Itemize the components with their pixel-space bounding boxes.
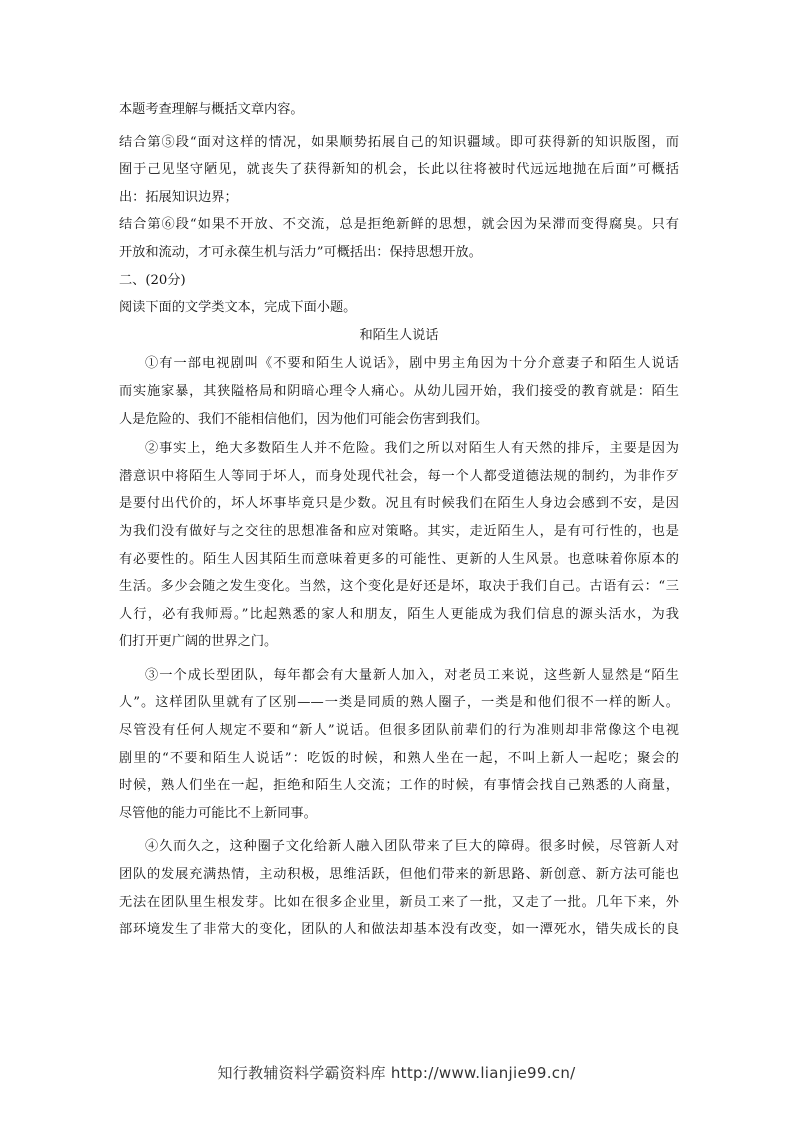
document-body: [119, 96, 679, 944]
analysis-para-5: [119, 129, 679, 212]
text-line: 团队的发展充满热情，主动积极，思维活跃，但他们带来的新思路、新创意、新方法可能也: [119, 867, 679, 883]
text-line: 结合第⑤段“面对这样的情况，如果顺势拓展自己的知识疆域。即可获得新的知识版图，而: [119, 134, 679, 150]
text-line: 无法在团队里生根发芽。比如在很多企业里，新员工来了一批，又走了一批。几年下来，外: [119, 894, 679, 910]
analysis-intro: 本题考查理解与概括文章内容。: [119, 102, 304, 117]
text-line: ①有一部电视剧叫《不要和陌生人说话》，剧中男主角因为十分介意妻子和陌生人说话: [145, 356, 679, 372]
text-line: 尽管他的能力可能比不上新同事。: [119, 805, 317, 821]
text-line: 时候，熟人们坐在一起，拒绝和陌生人交流；工作的时候，有事情会找自己熟悉的人商量，: [119, 778, 679, 794]
text-line: 剧里的“不要和陌生人说话”：吃饭的时候，和熟人坐在一起，不叫上新人一起吃；聚会的: [119, 750, 679, 766]
section-heading: 二、(20分): [119, 272, 186, 288]
text-line: 人是危险的、我们不能相信他们，因为他们可能会伤害到我们。: [119, 411, 489, 427]
text-line: 有必要性的。陌生人因其陌生而意味着更多的可能性、更新的人生风景。也意味着你原本的: [119, 551, 679, 567]
text-line: 为我们没有做好与之交往的思想准备和应对策略。其实，走近陌生人，是有可行性的，也是: [119, 523, 679, 539]
text-line: 而实施家暴，其狭隘格局和阴暗心理令人痛心。从幼儿园开始，我们接受的教育就是：陌生: [119, 383, 679, 399]
text-line: 部环境发生了非常大的变化，团队的人和做法却基本没有改变，如一潭死水，错失成长的良: [119, 922, 679, 938]
text-line: 潜意识中将陌生人等同于坏人，而身处现代社会，每一个人都受道德法规的制约，为非作歹: [119, 468, 679, 484]
text-line: ③一个成长型团队，每年都会有大量新人加入，对老员工来说，这些新人显然是“陌生: [145, 667, 679, 683]
section-instruction: 阅读下面的文学类文本，完成下面小题。: [119, 300, 357, 316]
text-line: ④久而久之，这种圈子文化给新人融入团队带来了巨大的障碍。很多时候，尽管新人对: [145, 839, 679, 855]
text-line: 人行，必有我师焉。”比起熟悉的家人和朋友，陌生人更能成为我们信息的源头活水，为我: [119, 606, 679, 622]
text-line: 出：拓展知识边界；: [119, 189, 238, 205]
text-line: 囿于己见坚守陋见，就丧失了获得新知的机会，长此以往将被时代远远地抛在后面”可概括: [119, 162, 679, 178]
article-paragraph-2: [119, 435, 679, 656]
footer-watermark: 知行教辅资料学霸资料库 http://www.lianjie99.cn/: [217, 1064, 576, 1082]
text-line: 结合第⑥段“如果不开放、不交流，总是拒绝新鲜的思想，就会因为呆滞而变得腐臭。只有: [119, 217, 679, 233]
text-line: 们打开更广阔的世界之门。: [119, 634, 278, 650]
text-line: 是要付出代价的，坏人坏事毕竟只是少数。况且有时候我们在陌生人身边会感到不安，是因: [119, 496, 679, 512]
analysis-para-6: [119, 211, 679, 266]
text-line: 尽管没有任何人规定不要和“新人”说话。但很多团队前辈们的行为准则却非常像这个电视: [119, 723, 679, 739]
text-line: ②事实上，绝大多数陌生人并不危险。我们之所以对陌生人有天然的排斥，主要是因为: [145, 441, 679, 457]
text-line: 生活。多少会随之发生变化。当然，这个变化是好还是坏，取决于我们自己。古语有云：“三: [119, 579, 679, 595]
article-paragraph-3: [119, 662, 679, 828]
text-line: 人”。这样团队里就有了区别——一类是同质的熟人圈子，一类是和他们很不一样的断人。: [119, 695, 679, 711]
article-paragraph-4: [119, 833, 679, 943]
article-paragraph-1: [119, 350, 679, 433]
text-line: 开放和流动，才可永葆生机与活力”可概括出：保持思想开放。: [119, 244, 482, 260]
article-title: 和陌生人说话: [359, 327, 439, 343]
